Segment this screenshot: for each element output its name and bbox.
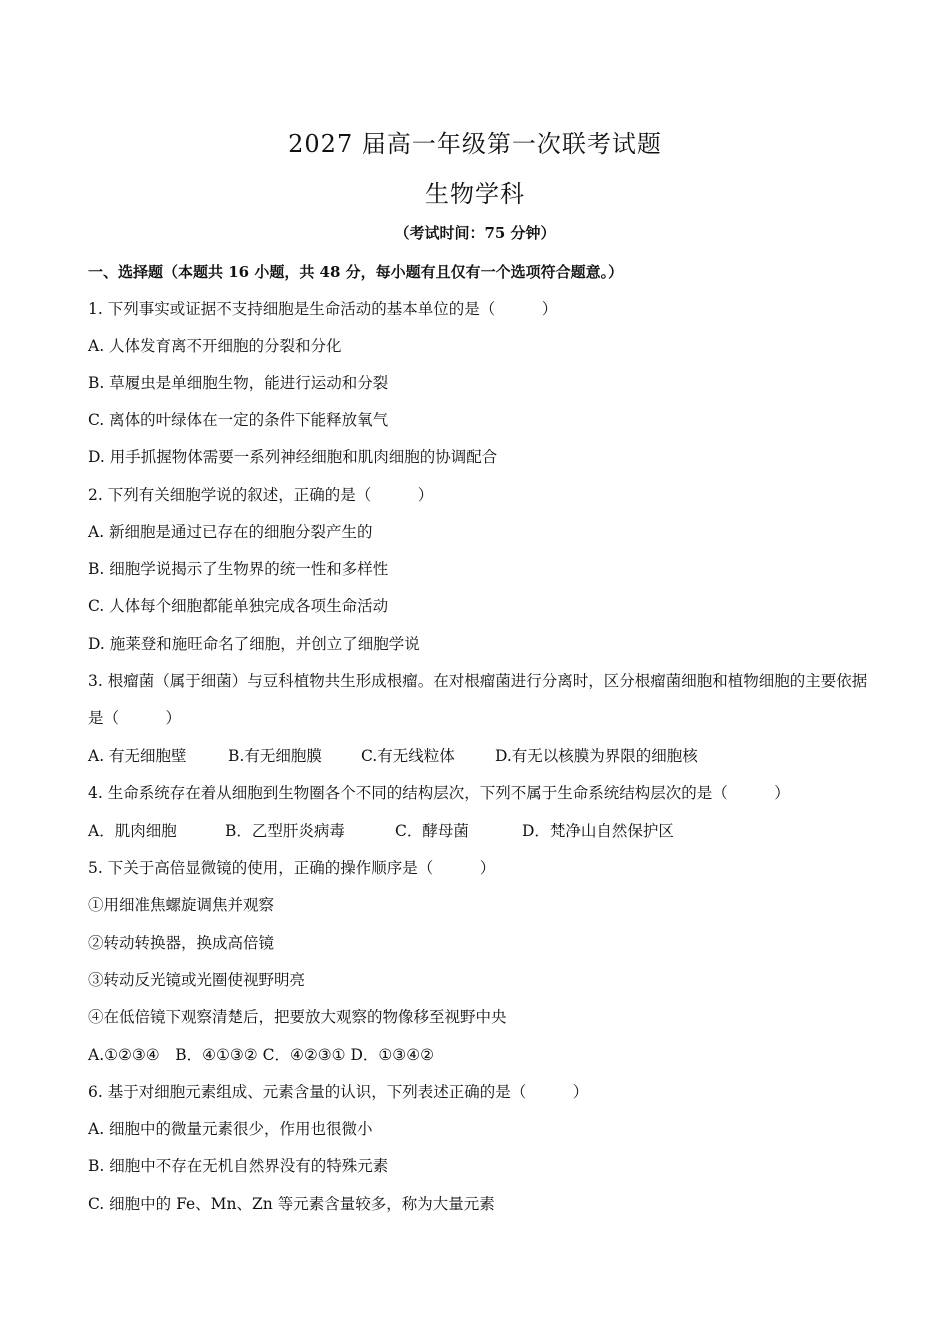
question-3-option-a: A. 有无细胞壁 — [88, 747, 187, 765]
question-3-option-d: D.有无以核膜为界限的细胞核 — [495, 747, 698, 765]
question-5-step-3: ③转动反光镜或光圈使视野明亮 — [88, 971, 306, 989]
question-3-stem: 3. 根瘤菌（属于细菌）与豆科植物共生形成根瘤。在对根瘤菌进行分离时，区分根瘤菌细胞和植物细胞的主要依据是（ ） — [88, 672, 868, 727]
question-2-option-a: A. 新细胞是通过已存在的细胞分裂产生的 — [88, 523, 373, 541]
question-4-option-c: C．酵母菌 — [395, 822, 469, 840]
question-2-option-d: D. 施莱登和施旺命名了细胞，并创立了细胞学说 — [88, 635, 420, 653]
question-5-stem: 5. 下关于高倍显微镜的使用，正确的操作顺序是（ ） — [88, 859, 496, 877]
question-1-stem: 1. 下列事实或证据不支持细胞是生命活动的基本单位的是（ ） — [88, 300, 558, 318]
question-5-step-2: ②转动转换器，换成高倍镜 — [88, 934, 275, 952]
question-2-option-c: C. 人体每个细胞都能单独完成各项生命活动 — [88, 597, 389, 615]
question-4-option-d: D．梵净山自然保护区 — [522, 822, 674, 840]
question-1-option-a: A. 人体发育离不开细胞的分裂和分化 — [88, 337, 342, 355]
question-6-stem: 6. 基于对细胞元素组成、元素含量的认识，下列表述正确的是（ ） — [88, 1083, 589, 1101]
question-4-options — [88, 820, 674, 842]
question-5-step-1: ①用细准焦螺旋调焦并观察 — [88, 896, 275, 914]
question-2-option-b: B. 细胞学说揭示了生物界的统一性和多样性 — [88, 560, 389, 578]
section-heading-choice: 一、选择题（本题共 16 小题，共 48 分，每小题有且仅有一个选项符合题意。） — [88, 263, 624, 281]
subject-title: 生物学科 — [425, 180, 525, 208]
question-1-option-b: B. 草履虫是单细胞生物，能进行运动和分裂 — [88, 374, 389, 392]
question-4-stem: 4. 生命系统存在着从细胞到生物圈各个不同的结构层次，下列不属于生命系统结构层次的是（ ） — [88, 784, 790, 802]
question-5-options: A.①②③④ B．④①③② C．④②③① D．①③④② — [88, 1046, 434, 1064]
question-2-stem: 2. 下列有关细胞学说的叙述，正确的是（ ） — [88, 486, 434, 504]
exam-time-note: （考试时间：75 分钟） — [394, 224, 556, 242]
exam-title: 2027 届高一年级第一次联考试题 — [288, 130, 662, 158]
question-6-option-c: C. 细胞中的 Fe、Mn、Zn 等元素含量较多，称为大量元素 — [88, 1195, 495, 1213]
question-3-option-c: C.有无线粒体 — [361, 747, 455, 765]
question-3-option-b: B.有无细胞膜 — [228, 747, 322, 765]
question-5-step-4: ④在低倍镜下观察清楚后，把要放大观察的物像移至视野中央 — [88, 1008, 507, 1026]
question-4-option-b: B．乙型肝炎病毒 — [225, 822, 345, 840]
question-4-option-a: A．肌肉细胞 — [88, 822, 177, 840]
question-1-option-d: D. 用手抓握物体需要一系列神经细胞和肌肉细胞的协调配合 — [88, 448, 498, 466]
question-6-option-a: A. 细胞中的微量元素很少，作用也很微小 — [88, 1120, 373, 1138]
question-6-option-b: B. 细胞中不存在无机自然界没有的特殊元素 — [88, 1157, 389, 1175]
question-3-options — [88, 745, 698, 767]
question-1-option-c: C. 离体的叶绿体在一定的条件下能释放氧气 — [88, 411, 389, 429]
